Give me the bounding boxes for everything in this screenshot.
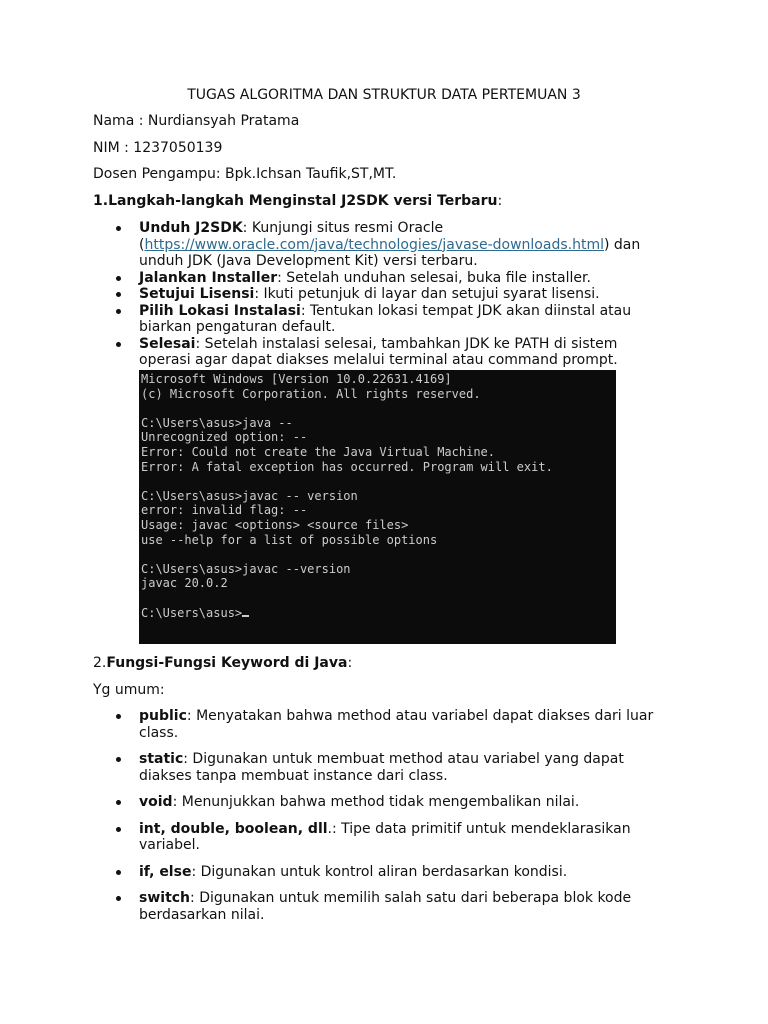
step-label: Pilih Lokasi Instalasi	[139, 302, 301, 319]
keyword-text: : Digunakan untuk memilih salah satu dari beberapa blok kode berdasarkan nilai.	[139, 890, 632, 923]
document-title: TUGAS ALGORITMA DAN STRUKTUR DATA PERTEMUAN 3	[187, 87, 581, 103]
terminal-screenshot	[139, 370, 616, 644]
terminal-line: Unrecognized option: --	[141, 430, 308, 445]
step-text: : Tentukan lokasi tempat JDK akan diinstal atau biarkan pengaturan default.	[139, 302, 632, 335]
step-text: : Kunjungi situs resmi Oracle (	[139, 220, 444, 253]
section2-colon: :	[347, 655, 353, 671]
keyword-label: if, else	[139, 863, 192, 880]
student-name: Nama : Nurdiansyah Pratama	[93, 113, 300, 129]
keyword-text: : Menyatakan bahwa method atau variabel dapat diakses dari luar class.	[139, 708, 654, 741]
list-item	[93, 890, 673, 923]
terminal-line: C:\Users\asus>java --	[141, 415, 293, 430]
terminal-line: (c) Microsoft Corporation. All rights reserved.	[141, 386, 481, 401]
section2-number: 2.	[93, 655, 107, 671]
list-item	[93, 751, 673, 784]
keyword-label: public	[139, 708, 187, 724]
terminal-prompt: C:\Users\asus>	[141, 605, 243, 620]
keyword-text: : Menunjukkan bahwa method tidak mengembalikan nilai.	[172, 794, 580, 810]
keyword-list	[93, 708, 673, 933]
terminal-line	[141, 401, 616, 416]
keyword-label: static	[139, 751, 184, 767]
keyword-text: .: Tipe data primitif untuk mendeklarasikan variabel.	[139, 820, 631, 853]
step-label: Unduh J2SDK	[139, 220, 243, 236]
terminal-line: error: invalid flag: --	[141, 503, 308, 518]
list-item	[93, 336, 673, 369]
terminal-line	[141, 474, 616, 489]
section2-heading	[93, 655, 352, 672]
step-text: : Ikuti petunjuk di layar dan setujui syarat lisensi.	[254, 286, 600, 302]
step-label: Selesai	[139, 335, 196, 352]
oracle-download-link[interactable]: https://www.oracle.com/java/technologies/javase-downloads.html	[144, 236, 604, 253]
install-steps-list	[93, 220, 673, 369]
terminal-line	[141, 547, 616, 562]
list-item	[93, 303, 673, 336]
terminal-line: C:\Users\asus>javac -- version	[141, 488, 358, 503]
step-text-after: ) dan unduh JDK (Java Development Kit) versi terbaru.	[139, 236, 641, 269]
list-item	[93, 794, 673, 811]
step-text: : Setelah instalasi selesai, tambahkan JDK ke PATH di sistem operasi agar dapat diakses melalui terminal atau command prompt.	[139, 335, 618, 368]
terminal-prompt-line	[141, 606, 616, 621]
step-label: Jalankan Installer	[139, 269, 278, 286]
terminal-line: Usage: javac <options> <source files>	[141, 517, 409, 532]
section1-number: 1.	[93, 193, 109, 209]
terminal-line: C:\Users\asus>javac --version	[141, 561, 351, 576]
section1-heading	[93, 193, 502, 210]
student-nim: NIM : 1237050139	[93, 140, 223, 156]
keyword-label: switch	[139, 890, 191, 906]
section1-heading-text: Langkah-langkah Menginstal J2SDK versi Terbaru	[108, 193, 498, 209]
list-item	[93, 220, 673, 270]
terminal-line: Error: A fatal exception has occurred. Program will exit.	[141, 459, 553, 474]
keyword-text: : Digunakan untuk kontrol aliran berdasarkan kondisi.	[191, 863, 568, 880]
keyword-text: : Digunakan untuk membuat method atau variabel yang dapat diakses tanpa membuat instance dari class.	[139, 751, 624, 784]
terminal-cursor	[242, 615, 249, 617]
section1-colon: :	[497, 193, 503, 209]
list-item	[93, 286, 673, 303]
list-item	[93, 821, 673, 854]
keyword-label: int, double, boolean, dll	[139, 820, 328, 837]
terminal-line: use --help for a list of possible options	[141, 532, 438, 547]
lecturer-line: Dosen Pengampu: Bpk.Ichsan Taufik,ST,MT.	[93, 166, 397, 182]
terminal-line: Error: Could not create the Java Virtual Machine.	[141, 444, 496, 459]
terminal-line: Microsoft Windows [Version 10.0.22631.4169]	[141, 372, 452, 386]
terminal-line: javac 20.0.2	[141, 576, 228, 591]
section2-subheading: Yg umum:	[93, 682, 165, 698]
step-text: : Setelah unduhan selesai, buka file installer.	[277, 269, 591, 286]
list-item	[93, 864, 673, 881]
terminal-line	[141, 591, 616, 606]
list-item	[93, 270, 673, 287]
section2-heading-text: Fungsi-Fungsi Keyword di Java	[106, 655, 348, 671]
list-item	[93, 708, 673, 741]
step-label: Setujui Lisensi	[139, 286, 255, 302]
keyword-label: void	[139, 794, 173, 810]
